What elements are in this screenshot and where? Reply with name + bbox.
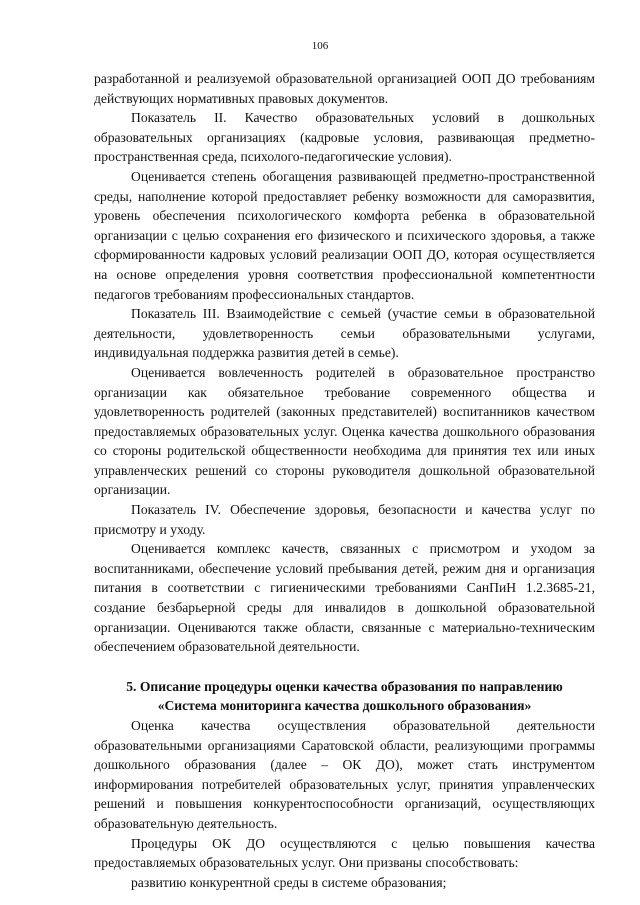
paragraph-okdo-definition: Оценка качества осуществления образовательной деятельности образовательными организациями Саратовской области, реализующими программы дошкольного образования (далее – ОК ДО), может стать инструментом информирования потребителей образовательных услуг, принятия управленческих решений и повышения конкурентоспособности организаций, осуществляющих образовательную деятельность. — [94, 718, 595, 831]
paragraph-okdo-purpose: Процедуры ОК ДО осуществляются с целью повышения качества предоставляемых образовательных услуг. Они призваны способствовать: — [94, 835, 595, 871]
paragraph-continuation: разработанной и реализуемой образовательной организацией ООП ДО требованиям действующих нормативных правовых документов. — [94, 71, 595, 106]
paragraph-list-item: развитию конкурентной среды в системе образования; — [131, 874, 447, 890]
section-heading-line-2: «Система мониторинга качества дошкольного образования» — [157, 698, 532, 714]
document-body — [94, 69, 595, 892]
section-heading-line-1: 5. Описание процедуры оценки качества образования по направлению — [126, 678, 563, 694]
paragraph-indicator-2: Показатель II. Качество образовательных условий в дошкольных образовательных организациях (кадровые условия, развивающая предметно-пространственная среда, психолого-педагогические условия). — [94, 110, 595, 165]
page-number: 106 — [311, 40, 329, 52]
paragraph-indicator-4: Показатель IV. Обеспечение здоровья, безопасности и качества услуг по присмотру и уходу. — [94, 502, 595, 537]
paragraph-indicator-4-description: Оценивается комплекс качеств, связанных с присмотром и уходом за воспитанниками, обеспечение условий пребывания детей, режим дня и организация питания в соответствии с гигиеническими требованиями СанПиН 1.2.3685-21, создание безбарьерной среды для инвалидов в дошкольной образовательной организации. Оцениваются также области, связанные с материально-техническим обеспечением образовательной деятельности. — [94, 541, 595, 655]
paragraph-indicator-3: Показатель III. Взаимодействие с семьей (участие семьи в образовательной деятельности, удовлетворенность семьи образовательными услугами, индивидуальная поддержка развития детей в семье). — [94, 306, 595, 361]
section-heading — [94, 677, 595, 716]
paragraph-indicator-3-description: Оценивается вовлеченность родителей в образовательное пространство организации как обязательное требование современного общества и удовлетворенность родителей (законных представителей) воспитанников качеством предоставляемых образовательных услуг. Оценка качества дошкольного образования со стороны родительской общественности необходима для принятия тех или иных управленческих решений со стороны руководителя дошкольной образовательной организации. — [94, 364, 595, 498]
paragraph-indicator-2-description: Оценивается степень обогащения развивающей предметно-пространственной среды, наполнение которой предоставляет ребенку возможности для саморазвития, уровень обеспечения психологического комфорта ребенка в образовательной организации с целью сохранения его физического и психического здоровья, а также сформированности кадровых условий реализации ООП ДО, которая осуществляется на основе определения уровня соответствия профессиональной компетентности педагогов требованиям профессиональных стандартов. — [94, 168, 595, 302]
